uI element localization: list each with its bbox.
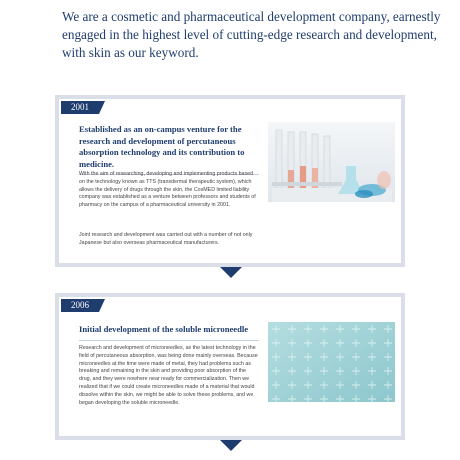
year-badge: 2006 bbox=[61, 299, 99, 312]
timeline-card-2001 bbox=[55, 95, 405, 267]
section-paragraph: Joint research and development was carried out with a number of not only Japanese but also overseas pharmaceutical manufacturers. bbox=[79, 232, 253, 246]
lab-glassware-image bbox=[268, 122, 395, 202]
timeline-arrow-icon bbox=[220, 440, 242, 451]
section-title: Established as an on-campus venture for the research and development of percutaneous absorption technology and its contribution to medicine. bbox=[79, 124, 259, 175]
section-paragraph: Research and development of microneedles, as the latest technology in the field of percutaneous absorption, was being done mainly overseas. Because microneedles at the time were made of metal, they had problems such as breaking and remaining in the skin and providing poor absorption of the drug, and they were nowhere near ready for commercialization. Then we realized that if we could create microneedles made of a material that would dissolve within the skin, we might be able to solve these problems, and we began developing the soluble microneedle. bbox=[79, 345, 258, 406]
section-paragraph: With the aim of researching, developing and implementing products based on the technology known as TTS (transdermal therapeutic system), which allows the delivery of drugs through the skin, the CosMED limited liability company was established as a venture between professors and students of pharmacy on the campus of a pharmaceutical university in 2001. bbox=[79, 171, 256, 209]
timeline-card-2006 bbox=[55, 293, 405, 440]
intro-text: We are a cosmetic and pharmaceutical development company, earnestly engaged in the highest level of cutting-edge research and development, with skin as our keyword. bbox=[62, 9, 441, 60]
microneedle-image bbox=[268, 322, 395, 402]
year-badge: 2001 bbox=[61, 101, 99, 114]
timeline-arrow-icon bbox=[220, 267, 242, 278]
section-title: Initial development of the soluble microneedle bbox=[79, 324, 259, 341]
